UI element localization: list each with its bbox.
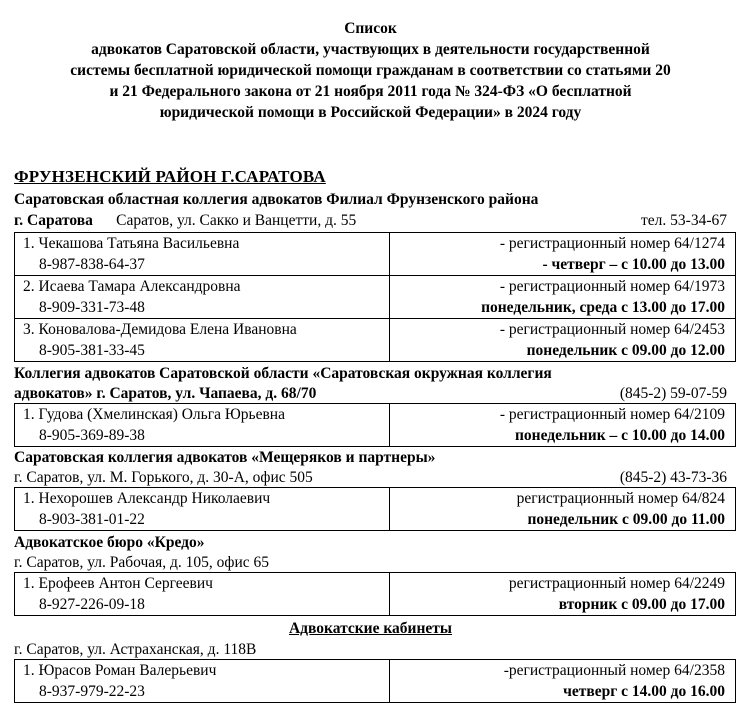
table-row [15, 573, 736, 616]
lawyer-phone: 8-905-381-33-45 [39, 342, 145, 359]
lawyer-cell [15, 233, 390, 276]
lawyer-table [14, 403, 736, 447]
reception-schedule: понедельник – с 10.00 до 14.00 [514, 427, 725, 444]
table-row [15, 276, 736, 319]
org-address: г. Саратов, ул. Рабочая, д. 105, офис 65 [14, 554, 270, 571]
reception-cell [390, 276, 736, 319]
reception-cell [390, 319, 736, 362]
reception-schedule: четверг с 14.00 до 16.00 [563, 683, 725, 700]
title-line: и 21 Федерального закона от 21 ноября 2011 года № 324-ФЗ «О бесплатной [109, 83, 632, 100]
lawyer-cell [15, 276, 390, 319]
title-line: юридической помощи в Российской Федерации» в 2024 году [159, 104, 582, 121]
lawyer-name: 1. Гудова (Хмелинская) Ольга Юрьевна [23, 406, 285, 423]
org-name: Коллегия адвокатов Саратовской области «Саратовская окружная коллегия [14, 365, 552, 382]
reception-schedule: - четверг – с 10.00 до 13.00 [542, 256, 725, 273]
table-row [15, 404, 736, 447]
org-phone: (845-2) 59-07-59 [619, 385, 727, 402]
org-phone: (845-2) 43-73-36 [619, 469, 727, 486]
org-phone: тел. 53-34-67 [641, 212, 727, 229]
table-row [15, 233, 736, 276]
reception-cell [390, 488, 736, 531]
lawyer-cell [15, 488, 390, 531]
lawyer-table [14, 232, 736, 362]
reception-cell [390, 404, 736, 447]
org-name: Саратовская коллегия адвокатов «Мещеряков и партнеры» [14, 449, 436, 466]
lawyer-name: 3. Коновалова-Демидова Елена Ивановна [23, 321, 297, 338]
title-line: системы бесплатной юридической помощи гражданам в соответствии со статьями 20 [70, 62, 671, 79]
table-row [15, 319, 736, 362]
table-row [15, 660, 736, 703]
org-street: Саратов, ул. Сакко и Ванцетти, д. 55 [116, 212, 357, 229]
lawyer-name: 1. Юрасов Роман Валерьевич [23, 662, 217, 679]
lawyer-phone: 8-927-226-09-18 [39, 596, 145, 613]
registration-number: - регистрационный номер 64/1274 [499, 235, 725, 252]
org-name: Адвокатское бюро «Кредо» [14, 534, 205, 551]
lawyer-phone: 8-987-838-64-37 [39, 256, 145, 273]
org-name: Саратовская областная коллегия адвокатов Филиал Фрунзенского района [14, 191, 539, 208]
lawyer-phone: 8-937-979-22-23 [39, 683, 145, 700]
reception-schedule: вторник с 09.00 до 17.00 [558, 596, 725, 613]
lawyer-phone: 8-905-369-89-38 [39, 427, 145, 444]
registration-number: - регистрационный номер 64/2453 [499, 321, 725, 338]
section-heading: Адвокатские кабинеты [288, 620, 453, 637]
district-heading: ФРУНЗЕНСКИЙ РАЙОН Г.САРАТОВА [14, 167, 326, 186]
lawyer-table [14, 659, 736, 703]
lawyer-cell [15, 573, 390, 616]
reception-cell [390, 573, 736, 616]
registration-number: регистрационный номер 64/2249 [508, 575, 725, 592]
org-address [14, 210, 356, 231]
registration-number: регистрационный номер 64/824 [516, 490, 725, 507]
title-line: адвокатов Саратовской области, участвующих в деятельности государственной [91, 41, 650, 58]
title-line: Список [344, 20, 397, 37]
org-address: г. Саратов, ул. М. Горького, д. 30-А, офис 505 [14, 469, 313, 486]
lawyer-name: 1. Нехорошев Александр Николаевич [23, 490, 271, 507]
lawyer-name: 1. Ерофеев Антон Сергеевич [23, 575, 213, 592]
lawyer-cell [15, 319, 390, 362]
lawyer-cell [15, 404, 390, 447]
lawyer-phone: 8-903-381-01-22 [39, 511, 145, 528]
org-address: г. Саратов, ул. Астраханская, д. 118В [14, 641, 257, 658]
reception-schedule: понедельник, среда с 13.00 до 17.00 [481, 299, 725, 316]
org-name-address: адвокатов» г. Саратов, ул. Чапаева, д. 68/70 [14, 385, 317, 402]
org-city: г. Саратова [14, 212, 93, 229]
registration-number: -регистрационный номер 64/2358 [503, 662, 725, 679]
lawyer-name: 1. Чекашова Татьяна Васильевна [23, 235, 240, 252]
lawyer-phone: 8-909-331-73-48 [39, 299, 145, 316]
lawyer-cell [15, 660, 390, 703]
document-title [0, 18, 741, 123]
reception-schedule: понедельник с 09.00 до 11.00 [527, 511, 725, 528]
registration-number: - регистрационный номер 64/2109 [499, 406, 725, 423]
lawyer-table [14, 487, 736, 531]
reception-cell [390, 233, 736, 276]
table-row [15, 488, 736, 531]
registration-number: - регистрационный номер 64/1973 [499, 278, 725, 295]
lawyer-name: 2. Исаева Тамара Александровна [23, 278, 241, 295]
reception-schedule: понедельник с 09.00 до 12.00 [526, 342, 725, 359]
lawyer-table [14, 572, 736, 616]
reception-cell [390, 660, 736, 703]
